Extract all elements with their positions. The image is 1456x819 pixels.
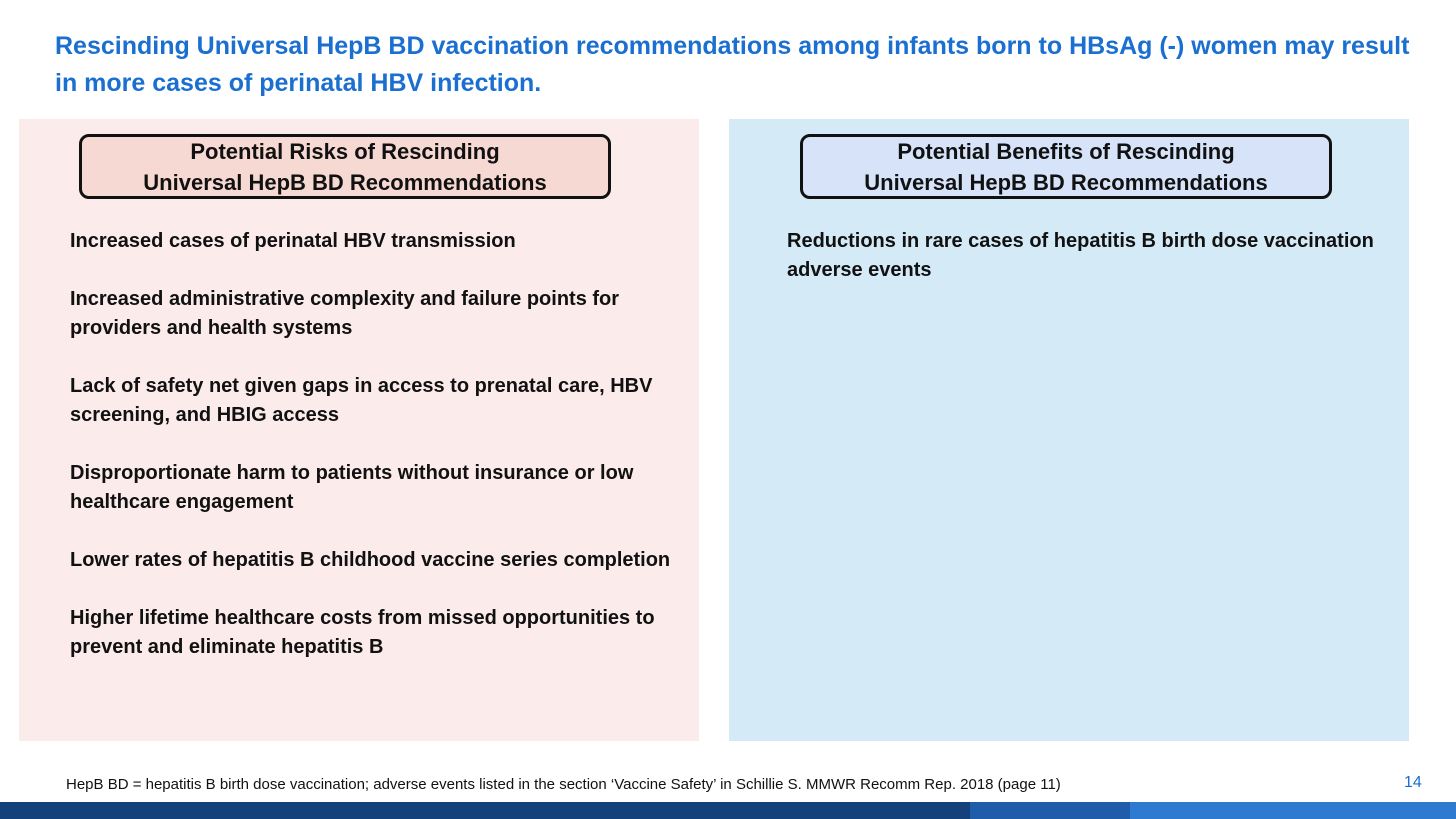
risks-panel bbox=[19, 119, 699, 741]
slide-title: Rescinding Universal HepB BD vaccination recommendations among infants born to HBsAg (-) women may result in more cases of perinatal HBV infection. bbox=[55, 32, 1410, 97]
risks-header-line1: Potential Risks of Rescinding bbox=[190, 138, 500, 164]
risk-item: Disproportionate harm to patients without insurance or low healthcare engagement bbox=[70, 462, 634, 513]
risk-item: Lack of safety net given gaps in access to prenatal care, HBV screening, and HBIG access bbox=[70, 375, 653, 426]
risk-item: Increased cases of perinatal HBV transmission bbox=[70, 230, 516, 252]
risks-list bbox=[70, 227, 692, 691]
benefits-header-line2: Universal HepB BD Recommendations bbox=[864, 169, 1268, 195]
benefits-list bbox=[787, 227, 1387, 314]
bottom-decorative-bar bbox=[0, 802, 1456, 819]
benefits-panel bbox=[729, 119, 1409, 741]
risk-item: Lower rates of hepatitis B childhood vaccine series completion bbox=[70, 549, 671, 571]
benefit-item: Reductions in rare cases of hepatitis B birth dose vaccination adverse events bbox=[787, 230, 1374, 281]
benefits-header bbox=[800, 134, 1332, 199]
bottom-bar-light-segment bbox=[1130, 802, 1456, 819]
risks-header-line2: Universal HepB BD Recommendations bbox=[143, 169, 547, 195]
page-number: 14 bbox=[1404, 774, 1422, 791]
risks-header bbox=[79, 134, 611, 199]
bottom-bar-dark-segment bbox=[0, 802, 970, 819]
risk-item: Increased administrative complexity and failure points for providers and health systems bbox=[70, 288, 620, 339]
bottom-bar-mid-segment bbox=[970, 802, 1130, 819]
footnote: HepB BD = hepatitis B birth dose vaccination; adverse events listed in the section ‘Vaccine Safety’ in Schillie S. MMWR Recomm Rep. 2018 (page 11) bbox=[66, 776, 1061, 793]
benefits-header-line1: Potential Benefits of Rescinding bbox=[897, 138, 1235, 164]
risk-item: Higher lifetime healthcare costs from missed opportunities to prevent and eliminate hepatitis B bbox=[70, 607, 655, 658]
